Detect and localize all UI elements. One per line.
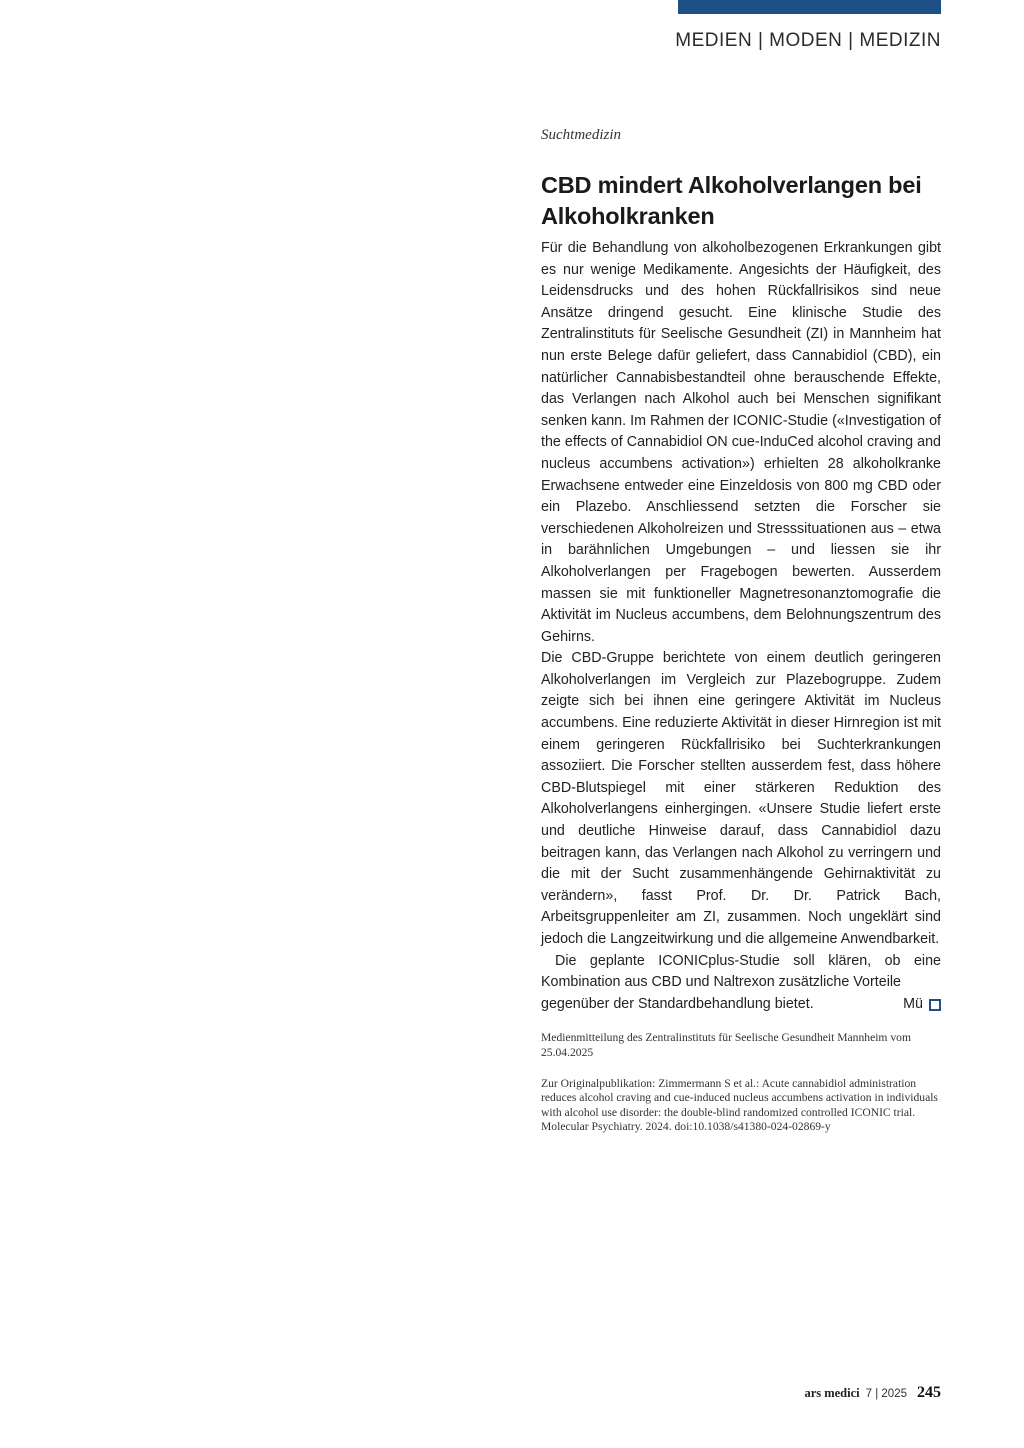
source-original-publication: Zur Originalpublikation: Zimmermann S et al.: Acute cannabidiol administration reduces alcohol craving and cue-induced nucleus accumbens activation in individuals with alcohol use disorder: the double-blind randomized controlled ICONIC trial. Molecular Psychiatry. 2024. doi:10.1038/s41380-024-02869-y <box>541 1076 938 1134</box>
paragraph-1: Für die Behandlung von alkoholbezogenen Erkrankungen gibt es nur wenige Medikamente. Angesichts der Häufigkeit, des Leidensdrucks und des hohen Rückfallrisikos sind neue Ansätze dringend gesucht. Eine klinische Studie des Zentralinstituts für Seelische Gesundheit (ZI) in Mannheim hat nun erste Belege dafür geliefert, dass Cannabidiol (CBD), ein natürlicher Cannabisbestandteil ohne berauschende Effekte, das Verlangen nach Alkohol auch bei Menschen signifikant senken kann. Im Rahmen der ICONIC-Studie («Investigation of the effects of Cannabidiol ON cue-InduCed alcohol craving and nucleus accumbens activation») erhielten 28 alkoholkranke Erwachsene entweder eine Einzeldosis von 800 mg CBD oder ein Plazebo. Anschliessend setzten die Forscher sie verschiedenen Alkoholreizen und Stresssituationen aus – etwa in barähnlichen Umgebungen – und liessen sie ihr Alkoholverlangen per Fragebogen bewerten. Ausserdem massen sie mit funktioneller Magnetresonanztomografie die Aktivität im Nucleus accumbens, dem Belohnungszentrum des Gehirns. <box>541 240 941 645</box>
section-title: MEDIEN | MODEN | MEDIZIN <box>675 30 941 51</box>
paragraph-2: Die CBD-Gruppe berichtete von einem deutlich geringeren Alkoholverlangen im Vergleich zur Plazebogruppe. Zudem zeigte sich bei ihnen eine geringere Aktivität im Nucleus accumbens. Eine reduzierte Aktivität in dieser Hirnregion ist mit einem geringeren Rückfallrisiko bei Suchterkrankungen assoziiert. Die Forscher stellten ausserdem fest, dass höhere CBD-Blutspiegel mit einer stärkeren Reduktion des Alkoholverlangens einhergingen. «Unsere Studie liefert erste und deutliche Hinweise darauf, dass Cannabidiol dazu beitragen kann, das Verlangen nach Alkohol zu verringern und die mit der Sucht zusammenhängende Gehirnaktivität zu verändern», fasst Prof. Dr. Dr. Patrick Bach, Arbeitsgruppenleiter am ZI, zusammen. Noch ungeklärt sind jedoch die Langzeitwirkung und die allgemeine Anwendbarkeit. <box>541 650 941 947</box>
article-body <box>541 238 941 1015</box>
author-tag <box>903 994 941 1016</box>
journal-issue: 7 | 2025 <box>865 1388 907 1400</box>
closing-line <box>541 994 941 1016</box>
author-initials: Mü <box>903 995 923 1012</box>
closing-text: gegenüber der Standardbehandlung bietet. <box>541 995 814 1012</box>
paragraph-3: Die geplante ICONICplus-Studie soll klären, ob eine Kombination aus CBD und Naltrexon zusätzliche Vorteile <box>541 952 941 991</box>
top-accent-bar <box>678 0 941 14</box>
end-square-icon <box>929 999 941 1011</box>
article <box>541 127 941 1135</box>
article-kicker: Suchtmedizin <box>541 127 621 143</box>
article-title: CBD mindert Alkoholverlangen bei Alkoholkranken <box>541 172 922 229</box>
page-footer <box>804 1384 941 1402</box>
source-press-release: Medienmitteilung des Zentralinstituts für Seelische Gesundheit Mannheim vom 25.04.2025 <box>541 1031 911 1059</box>
journal-name: ars medici <box>804 1386 860 1400</box>
page-number: 245 <box>917 1384 941 1401</box>
